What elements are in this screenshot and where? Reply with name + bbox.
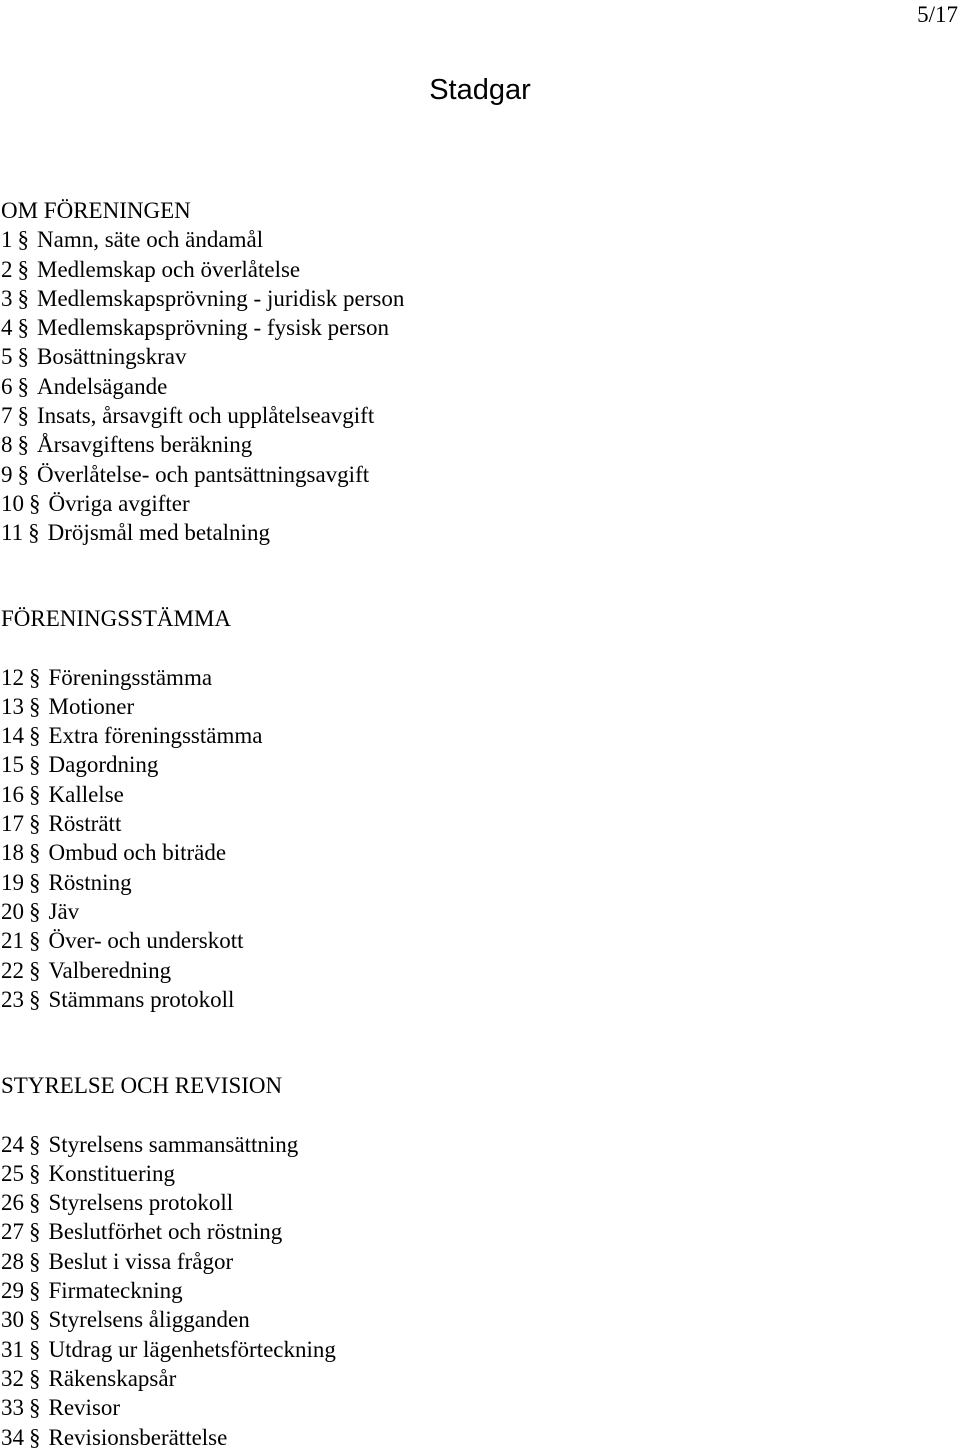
- toc-entry: [1, 780, 701, 809]
- section-sign: §: [29, 1336, 41, 1362]
- section-sign: §: [29, 957, 41, 983]
- section-sign: §: [17, 373, 29, 399]
- toc-entry: [1, 809, 701, 838]
- paragraph-title: Medlemskapsprövning - fysisk person: [37, 315, 389, 341]
- paragraph-number: 5: [1, 344, 13, 370]
- section-sign: §: [29, 490, 41, 516]
- paragraph-number: 26: [1, 1190, 24, 1216]
- toc-entry: [1, 401, 701, 430]
- paragraph-number: 12: [1, 664, 24, 690]
- paragraph-number: 32: [1, 1365, 24, 1391]
- paragraph-number: 1: [1, 227, 13, 253]
- section-om-foreningen: [1, 196, 701, 548]
- paragraph-title: Dröjsmål med betalning: [47, 520, 270, 546]
- toc-entry: [1, 460, 701, 489]
- section-sign: §: [29, 723, 41, 749]
- paragraph-title: Revisor: [48, 1395, 121, 1421]
- toc-entry: [1, 518, 701, 547]
- paragraph-title: Föreningsstämma: [48, 664, 213, 690]
- section-sign: §: [29, 1131, 41, 1157]
- section-sign: §: [29, 811, 41, 837]
- paragraph-number: 9: [1, 461, 13, 487]
- paragraph-title: Ombud och biträde: [48, 840, 227, 866]
- paragraph-title: Medlemskapsprövning - juridisk person: [37, 285, 405, 311]
- table-of-contents-list: [1, 663, 701, 1015]
- paragraph-title: Röstning: [48, 869, 132, 895]
- paragraph-number: 25: [1, 1160, 24, 1186]
- paragraph-title: Styrelsens åligganden: [48, 1307, 250, 1333]
- paragraph-number: 15: [1, 752, 24, 778]
- section-sign: §: [29, 1395, 41, 1421]
- section-sign: §: [17, 227, 29, 253]
- toc-entry: [1, 1364, 701, 1393]
- paragraph-title: Kallelse: [48, 781, 124, 807]
- paragraph-title: Bosättningskrav: [37, 344, 187, 370]
- toc-entry: [1, 1335, 701, 1364]
- paragraph-number: 2: [1, 256, 13, 282]
- toc-entry: [1, 838, 701, 867]
- section-sign: §: [29, 1219, 41, 1245]
- section-sign: §: [17, 403, 29, 429]
- paragraph-title: Styrelsens sammansättning: [48, 1131, 299, 1157]
- section-sign: §: [29, 693, 41, 719]
- section-heading: STYRELSE OCH REVISION: [1, 1073, 283, 1098]
- table-of-contents-list: [1, 1130, 701, 1452]
- section-sign: §: [29, 928, 41, 954]
- toc-entry: [1, 1247, 701, 1276]
- section-sign: §: [29, 1424, 41, 1450]
- paragraph-title: Överlåtelse- och pantsättningsavgift: [37, 461, 370, 487]
- paragraph-title: Jäv: [48, 898, 80, 924]
- paragraph-number: 27: [1, 1219, 24, 1245]
- paragraph-number: 18: [1, 840, 24, 866]
- toc-entry: [1, 663, 701, 692]
- paragraph-number: 19: [1, 869, 24, 895]
- paragraph-number: 11: [1, 520, 24, 546]
- paragraph-title: Valberedning: [48, 957, 172, 983]
- paragraph-number: 30: [1, 1307, 24, 1333]
- paragraph-title: Motioner: [48, 693, 135, 719]
- toc-entry: [1, 225, 701, 254]
- section-heading: FÖRENINGSSTÄMMA: [1, 606, 232, 631]
- paragraph-number: 8: [1, 432, 13, 458]
- paragraph-number: 3: [1, 285, 13, 311]
- section-heading: OM FÖRENINGEN: [1, 198, 191, 223]
- paragraph-title: Räkenskapsår: [48, 1365, 177, 1391]
- paragraph-title: Övriga avgifter: [48, 490, 190, 516]
- paragraph-title: Extra föreningsstämma: [48, 723, 263, 749]
- paragraph-number: 13: [1, 693, 24, 719]
- paragraph-number: 29: [1, 1278, 24, 1304]
- toc-entry: [1, 313, 701, 342]
- paragraph-number: 6: [1, 373, 13, 399]
- paragraph-title: Namn, säte och ändamål: [37, 227, 264, 253]
- toc-entry: [1, 1130, 701, 1159]
- toc-entry: [1, 372, 701, 401]
- paragraph-title: Stämmans protokoll: [48, 986, 235, 1012]
- toc-entry: [1, 255, 701, 284]
- section-sign: §: [29, 1160, 41, 1186]
- section-sign: §: [17, 256, 29, 282]
- toc-entry: [1, 1276, 701, 1305]
- paragraph-title: Över- och underskott: [48, 928, 244, 954]
- section-sign: §: [29, 840, 41, 866]
- paragraph-number: 7: [1, 403, 13, 429]
- paragraph-number: 20: [1, 898, 24, 924]
- toc-entry: [1, 1217, 701, 1246]
- toc-entry: [1, 284, 701, 313]
- section-sign: §: [17, 461, 29, 487]
- paragraph-number: 4: [1, 315, 13, 341]
- paragraph-title: Firmateckning: [48, 1278, 183, 1304]
- section-styrelse-och-revision: [1, 1071, 701, 1452]
- section-spacer: [1, 633, 701, 662]
- section-sign: §: [29, 869, 41, 895]
- section-sign: §: [29, 986, 41, 1012]
- section-sign: §: [29, 1190, 41, 1216]
- paragraph-number: 22: [1, 957, 24, 983]
- toc-entry: [1, 430, 701, 459]
- paragraph-number: 21: [1, 928, 24, 954]
- section-sign: §: [17, 344, 29, 370]
- paragraph-number: 16: [1, 781, 24, 807]
- paragraph-number: 31: [1, 1336, 24, 1362]
- paragraph-title: Beslutförhet och röstning: [48, 1219, 283, 1245]
- toc-entry: [1, 868, 701, 897]
- paragraph-title: Årsavgiftens beräkning: [37, 432, 253, 458]
- paragraph-number: 24: [1, 1131, 24, 1157]
- paragraph-number: 23: [1, 986, 24, 1012]
- section-sign: §: [29, 1365, 41, 1391]
- page-number: 5/17: [917, 2, 958, 27]
- section-sign: §: [29, 752, 41, 778]
- toc-entry: [1, 1423, 701, 1452]
- section-sign: §: [17, 432, 29, 458]
- section-sign: §: [17, 285, 29, 311]
- section-sign: §: [29, 1278, 41, 1304]
- toc-entry: [1, 956, 701, 985]
- section-sign: §: [17, 315, 29, 341]
- toc-entry: [1, 1305, 701, 1334]
- section-sign: §: [29, 664, 41, 690]
- paragraph-title: Utdrag ur lägenhetsförteckning: [48, 1336, 336, 1362]
- toc-entry: [1, 489, 701, 518]
- section-spacer: [1, 1100, 701, 1129]
- paragraph-number: 10: [1, 490, 24, 516]
- paragraph-title: Styrelsens protokoll: [48, 1190, 234, 1216]
- toc-entry: [1, 926, 701, 955]
- paragraph-title: Revisionsberättelse: [48, 1424, 228, 1450]
- section-sign: §: [29, 1248, 41, 1274]
- section-sign: §: [29, 898, 41, 924]
- paragraph-title: Konstituering: [48, 1160, 175, 1186]
- toc-entry: [1, 721, 701, 750]
- paragraph-number: 17: [1, 811, 24, 837]
- paragraph-title: Insats, årsavgift och upplåtelseavgift: [37, 403, 375, 429]
- toc-entry: [1, 342, 701, 371]
- paragraph-number: 33: [1, 1395, 24, 1421]
- toc-entry: [1, 1393, 701, 1422]
- section-sign: §: [29, 781, 41, 807]
- paragraph-title: Rösträtt: [48, 811, 122, 837]
- paragraph-title: Andelsägande: [37, 373, 168, 399]
- section-sign: §: [29, 1307, 41, 1333]
- toc-entry: [1, 1159, 701, 1188]
- paragraph-number: 34: [1, 1424, 24, 1450]
- toc-entry: [1, 692, 701, 721]
- toc-entry: [1, 985, 701, 1014]
- toc-entry: [1, 750, 701, 779]
- paragraph-title: Dagordning: [48, 752, 159, 778]
- toc-entry: [1, 1188, 701, 1217]
- section-sign: §: [28, 520, 40, 546]
- table-of-contents-list: [1, 225, 701, 547]
- section-foreningsstamma: [1, 604, 701, 1014]
- toc-entry: [1, 897, 701, 926]
- paragraph-number: 28: [1, 1248, 24, 1274]
- paragraph-title: Medlemskap och överlåtelse: [37, 256, 301, 282]
- document-title: Stadgar: [429, 74, 531, 106]
- paragraph-title: Beslut i vissa frågor: [48, 1248, 234, 1274]
- paragraph-number: 14: [1, 723, 24, 749]
